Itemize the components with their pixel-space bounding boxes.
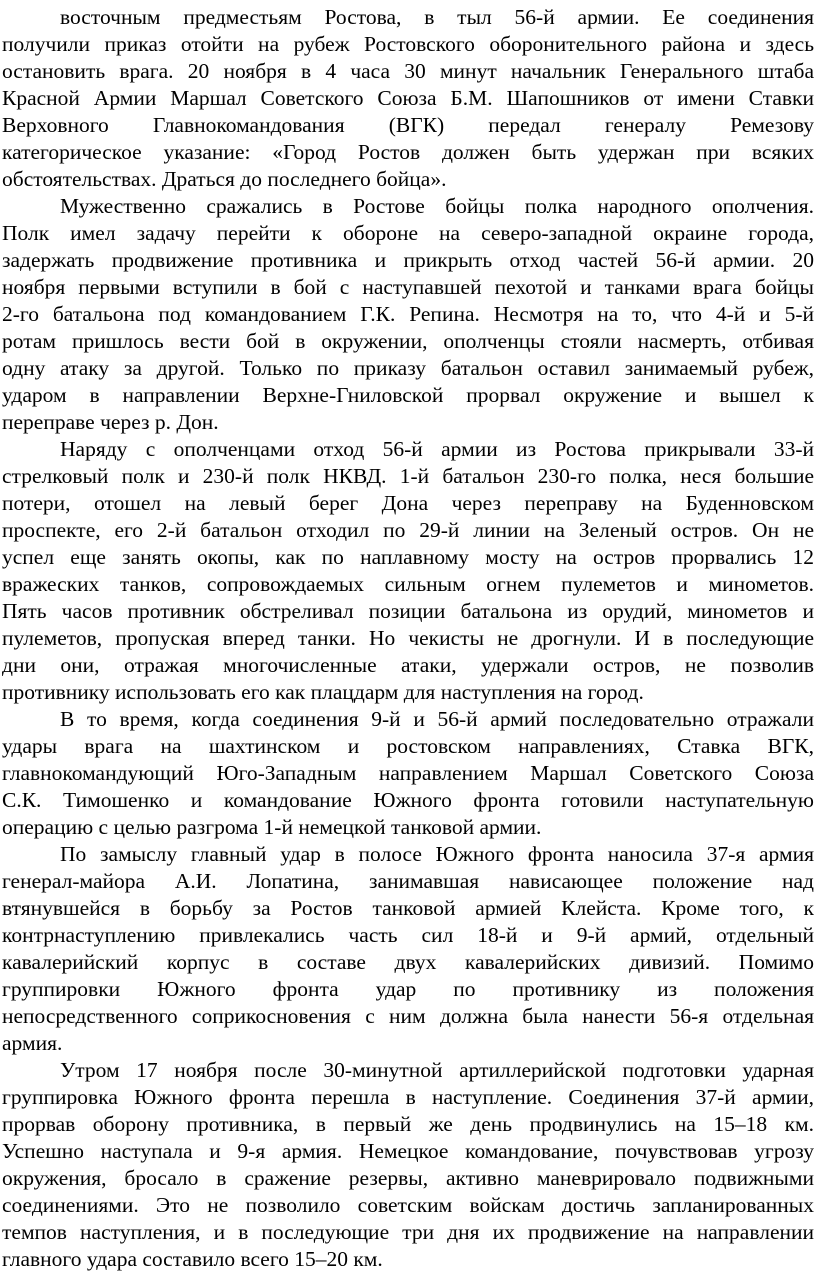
text-line: 2-го батальона под командованием Г.К. Репина. Несмотря на то, что 4-й и 5-й [2, 302, 814, 326]
text-line: главнокомандующий Юго-Западным направлением Маршал Советского Союза [2, 761, 814, 785]
paragraph [2, 841, 814, 1057]
text-line: Верховного Главнокомандования (ВГК) передал генералу Ремезову [2, 113, 814, 137]
text-line: главного удара составило всего 15–20 км. [2, 1247, 383, 1271]
text-line: По замыслу главный удар в полосе Южного фронта наносила 37-я армия [60, 842, 814, 866]
text-line: втянувшейся в борьбу за Ростов танковой армией Клейста. Кроме того, к [2, 896, 814, 920]
text-line: переправе через р. Дон. [2, 410, 219, 434]
text-line: категорическое указание: «Город Ростов должен быть удержан при всяких [2, 140, 814, 164]
paragraph [2, 193, 814, 436]
text-line: соединениями. Это не позволило советским войскам достичь запланированных [2, 1193, 814, 1217]
text-line: ноября первыми вступили в бой с наступавшей пехотой и танками врага бойцы [2, 275, 814, 299]
text-line: дни они, отражая многочисленные атаки, удержали остров, не позволив [2, 653, 814, 677]
text-line: Мужественно сражались в Ростове бойцы полка народного ополчения. [60, 194, 814, 218]
text-line: потери, отошел на левый берег Дона через переправу на Буденновском [2, 491, 814, 515]
text-line: Пять часов противник обстреливал позиции батальона из орудий, минометов и [2, 599, 814, 623]
text-line: одну атаку за другой. Только по приказу батальон оставил занимаемый рубеж, [2, 356, 814, 380]
text-line: С.К. Тимошенко и командование Южного фронта готовили наступательную [2, 788, 814, 812]
text-line: удары врага на шахтинском и ростовском направлениях, Ставка ВГК, [2, 734, 814, 758]
text-line: получили приказ отойти на рубеж Ростовского оборонительного района и здесь [2, 32, 814, 56]
document-body [2, 4, 814, 1273]
text-line: противнику использовать его как плацдарм для наступления на город. [2, 680, 644, 704]
text-line: окружения, бросало в сражение резервы, активно маневрировало подвижными [2, 1166, 814, 1190]
text-line: Красной Армии Маршал Советского Союза Б.М. Шапошников от имени Ставки [2, 86, 814, 110]
text-line: восточным предместьям Ростова, в тыл 56-й армии. Ее соединения [60, 5, 814, 29]
text-line: успел еще занять окопы, как по наплавному мосту на остров прорвались 12 [2, 545, 814, 569]
text-line: проспекте, его 2-й батальон отходил по 29-й линии на Зеленый остров. Он не [2, 518, 814, 542]
text-line: Успешно наступала и 9-я армия. Немецкое командование, почувствовав угрозу [2, 1139, 814, 1163]
text-line: вражеских танков, сопровождаемых сильным огнем пулеметов и минометов. [2, 572, 814, 596]
text-line: группировки Южного фронта удар по противнику из положения [2, 977, 814, 1001]
text-line: задержать продвижение противника и прикрыть отход частей 56-й армии. 20 [2, 248, 814, 272]
text-line: группировка Южного фронта перешла в наступление. Соединения 37-й армии, [2, 1085, 814, 1109]
text-line: Полк имел задачу перейти к обороне на северо-западной окраине города, [2, 221, 814, 245]
text-line: обстоятельствах. Драться до последнего бойца». [2, 167, 447, 191]
paragraph [2, 4, 814, 193]
paragraph [2, 706, 814, 841]
text-line: прорвав оборону противника, в первый же день продвинулись на 15–18 км. [2, 1112, 814, 1136]
text-line: Наряду с ополченцами отход 56-й армии из Ростова прикрывали 33-й [60, 437, 814, 461]
text-line: В то время, когда соединения 9-й и 56-й армий последовательно отражали [60, 707, 814, 731]
text-line: непосредственного соприкосновения с ним должна была нанести 56-я отдельная [2, 1004, 814, 1028]
text-line: остановить врага. 20 ноября в 4 часа 30 минут начальник Генерального штаба [2, 59, 814, 83]
paragraph [2, 1057, 814, 1273]
text-line: генерал-майора А.И. Лопатина, занимавшая нависающее положение над [2, 869, 814, 893]
text-line: пулеметов, пропуская вперед танки. Но чекисты не дрогнули. И в последующие [2, 626, 814, 650]
text-line: армия. [2, 1031, 63, 1055]
text-line: кавалерийский корпус в составе двух кавалерийских дивизий. Помимо [2, 950, 814, 974]
text-line: темпов наступления, и в последующие три дня их продвижение на направлении [2, 1220, 814, 1244]
text-line: стрелковый полк и 230-й полк НКВД. 1-й батальон 230-го полка, неся большие [2, 464, 814, 488]
text-line: ротам пришлось вести бой в окружении, ополченцы стояли насмерть, отбивая [2, 329, 814, 353]
text-line: ударом в направлении Верхне-Гниловской прорвал окружение и вышел к [2, 383, 814, 407]
paragraph [2, 436, 814, 706]
text-line: Утром 17 ноября после 30-минутной артиллерийской подготовки ударная [60, 1058, 814, 1082]
text-line: операцию с целью разгрома 1-й немецкой танковой армии. [2, 815, 542, 839]
text-line: контрнаступлению привлекались часть сил 18-й и 9-й армий, отдельный [2, 923, 814, 947]
